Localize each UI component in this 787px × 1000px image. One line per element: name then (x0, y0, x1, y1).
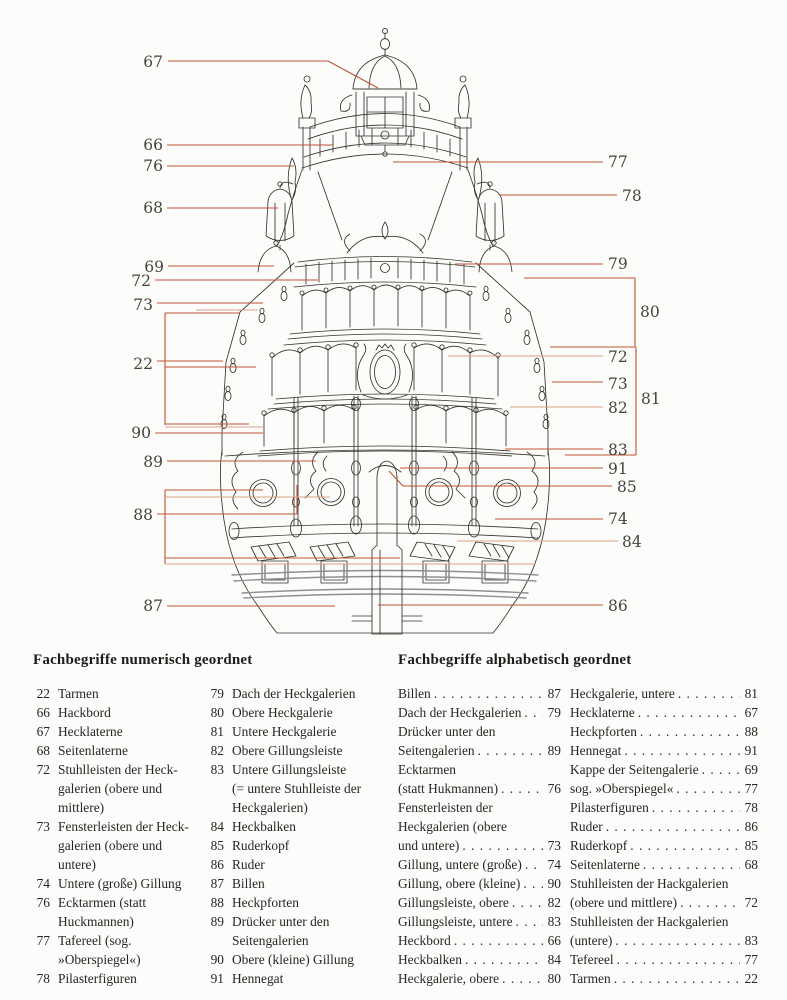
numeric-term-entry (207, 855, 389, 874)
pilaster-statues (288, 76, 482, 198)
index-term: Drücker unter den (398, 724, 496, 739)
alphabetic-index-row (570, 722, 758, 741)
index-term: und untere) (398, 838, 460, 853)
index-term: Ecktarmen (398, 762, 456, 777)
term-number: 77 (36, 933, 50, 948)
index-term: Stuhlleisten der Hackgalerien (570, 876, 729, 891)
term-text: Stuhlleisten der Heck- galerien (obere und mittlere) (58, 762, 178, 815)
dot-leader (624, 741, 740, 760)
diagram-label-82: 82 (608, 399, 628, 417)
index-term: (untere) (570, 933, 613, 948)
alphabetic-index-row (570, 855, 758, 874)
diagram-label-91: 91 (608, 460, 628, 478)
term-text: Seitenlaterne (58, 743, 128, 758)
term-text: Hackbord (58, 705, 111, 720)
alphabetic-index-row (398, 703, 561, 722)
diagram-label-88: 88 (133, 506, 153, 524)
index-term: Tefereel (570, 952, 614, 967)
lower-window-row (262, 405, 508, 446)
numeric-term-entry (207, 969, 389, 988)
alphabetic-section-heading: Fachbegriffe alphabetisch geordnet (398, 652, 632, 668)
index-term: Gillungsleiste, obere (398, 895, 509, 910)
alphabetic-index-row (398, 817, 561, 836)
term-number: 67 (36, 724, 50, 739)
index-number: 67 (744, 705, 758, 720)
term-text: Fensterleisten der Heck- galerien (obere und untere) (58, 819, 189, 872)
term-number: 78 (36, 971, 50, 986)
dot-leader (676, 779, 740, 798)
term-number: 72 (36, 762, 50, 777)
term-number: 80 (210, 705, 224, 720)
dot-leader (615, 931, 740, 950)
diagram-label-68: 68 (143, 199, 163, 217)
diagram-label-72: 72 (131, 272, 151, 290)
index-number: 68 (744, 857, 758, 872)
alphabetic-index-row (398, 722, 561, 741)
index-number: 90 (547, 876, 561, 891)
term-number: 89 (210, 914, 224, 929)
index-number: 78 (744, 800, 758, 815)
upper-heckgalerie-windows (288, 285, 482, 339)
numeric-term-entry (207, 893, 389, 912)
numeric-term-entry (207, 760, 389, 817)
numeric-term-entry (33, 874, 201, 893)
diagram-label-77: 77 (608, 153, 628, 171)
index-term: sog. »Oberspiegel« (570, 781, 674, 796)
index-term: Fensterleisten der (398, 800, 493, 815)
index-number: 83 (744, 933, 758, 948)
alphabetic-list-column-1 (398, 684, 561, 988)
diagram-label-22: 22 (133, 355, 153, 373)
index-term: Kappe der Seitengalerie (570, 762, 699, 777)
index-number: 72 (744, 895, 758, 910)
index-number: 87 (547, 686, 561, 701)
numeric-term-entry (33, 684, 201, 703)
diagram-label-72: 72 (608, 348, 628, 366)
alphabetic-index-row (570, 779, 758, 798)
dot-leader (606, 817, 740, 836)
term-number: 22 (36, 686, 50, 701)
dot-leader (652, 798, 740, 817)
alphabetic-index-row (398, 760, 561, 779)
alphabetic-index-row (570, 950, 758, 969)
hull-wales (232, 571, 538, 599)
term-text: Dach der Heckgalerien (232, 686, 356, 701)
index-term: Hecklaterne (570, 705, 635, 720)
numeric-term-entry (33, 760, 201, 817)
alphabetic-index-row (398, 874, 561, 893)
alphabetic-index-row (570, 836, 758, 855)
index-term: Ruderkopf (570, 838, 628, 853)
index-number: 88 (744, 724, 758, 739)
alphabetic-index-row (570, 684, 758, 703)
index-number: 77 (744, 952, 758, 967)
dot-leader (516, 912, 543, 931)
index-term: Heckgalerien (obere (398, 819, 507, 834)
index-number: 84 (547, 952, 561, 967)
leader-line (389, 471, 403, 486)
dot-leader (678, 684, 740, 703)
index-number: 77 (744, 781, 758, 796)
dot-leader (512, 893, 543, 912)
dot-leader (617, 950, 740, 969)
alphabetic-index-row (398, 779, 561, 798)
index-term: Heckgalerie, obere (398, 971, 500, 986)
term-number: 79 (210, 686, 224, 701)
diagram-label-73: 73 (133, 296, 153, 314)
numeric-term-entry (33, 893, 201, 931)
stern-lantern (340, 28, 429, 156)
alphabetic-index-row (398, 969, 561, 988)
numeric-term-entry (33, 931, 201, 969)
index-number: 91 (744, 743, 758, 758)
diagram-label-66: 66 (143, 136, 163, 154)
index-number: 73 (547, 838, 561, 853)
numeric-term-entry (207, 703, 389, 722)
dot-leader (630, 836, 740, 855)
dot-leader (640, 722, 740, 741)
term-number: 86 (210, 857, 224, 872)
index-term: Ruder (570, 819, 603, 834)
alphabetic-index-row (398, 836, 561, 855)
numeric-term-entry (207, 950, 389, 969)
dot-leader (525, 855, 543, 874)
term-number: 82 (210, 743, 224, 758)
term-number: 68 (36, 743, 50, 758)
dot-leader (478, 741, 543, 760)
index-number: 80 (547, 971, 561, 986)
diagram-label-73: 73 (608, 375, 628, 393)
term-number: 74 (36, 876, 50, 891)
index-term: Heckgalerie, untere (570, 686, 675, 701)
numeric-list-column-2 (207, 684, 389, 988)
dot-leader (524, 703, 543, 722)
index-number: 79 (547, 705, 561, 720)
alphabetic-index-row (570, 817, 758, 836)
alphabetic-index-row (570, 893, 758, 912)
dot-leader (643, 855, 740, 874)
numeric-term-entry (207, 874, 389, 893)
heckpforten-ports (250, 479, 521, 507)
term-text: Hennegat (232, 971, 284, 986)
index-term: Gillung, untere (große) (398, 857, 522, 872)
index-term: Seitenlaterne (570, 857, 640, 872)
numeric-term-entry (207, 722, 389, 741)
term-text: Obere Gillungsleiste (232, 743, 343, 758)
alphabetic-index-row (570, 931, 758, 950)
term-text: Hecklaterne (58, 724, 123, 739)
index-number: 74 (547, 857, 561, 872)
term-number: 87 (210, 876, 224, 891)
diagram-label-84: 84 (622, 533, 642, 551)
index-number: 81 (744, 686, 758, 701)
term-number: 76 (36, 895, 50, 910)
index-term: Gillung, obere (kleine) (398, 876, 521, 891)
term-number: 85 (210, 838, 224, 853)
index-term: (obere und mittlere) (570, 895, 678, 910)
index-term: (statt Hukmannen) (398, 781, 499, 796)
alphabetic-index-row (398, 855, 561, 874)
term-text: Ruder (232, 857, 265, 872)
term-text: Untere (große) Gillung (58, 876, 182, 891)
index-term: Pilasterfiguren (570, 800, 649, 815)
term-text: Drücker unter den Seitengalerien (232, 914, 330, 948)
untere-gillungsleiste (258, 446, 512, 456)
dot-leader (434, 684, 543, 703)
heckbalken-beam (229, 516, 541, 540)
numeric-term-entry (33, 703, 201, 722)
numeric-term-entry (207, 817, 389, 836)
index-term: Seitengalerien (398, 743, 475, 758)
index-number: 89 (547, 743, 561, 758)
term-number: 83 (210, 762, 224, 777)
index-number: 82 (547, 895, 561, 910)
alphabetic-index-row (570, 760, 758, 779)
index-term: Tarmen (570, 971, 611, 986)
gallery-roof-rail (294, 257, 476, 288)
index-number: 22 (744, 971, 758, 986)
term-number: 73 (36, 819, 50, 834)
dot-leader (680, 893, 740, 912)
term-text: Obere (kleine) Gillung (232, 952, 354, 967)
term-number: 91 (210, 971, 224, 986)
alphabetic-index-row (398, 931, 561, 950)
alphabetic-index-row (398, 798, 561, 817)
numeric-term-entry (207, 741, 389, 760)
alphabetic-index-row (570, 741, 758, 760)
rudder (352, 546, 422, 634)
dot-leader (454, 931, 543, 950)
index-number: 83 (547, 914, 561, 929)
term-text: Heckbalken (232, 819, 296, 834)
index-term: Heckbord (398, 933, 451, 948)
alphabetic-index-row (570, 798, 758, 817)
alphabetic-index-row (570, 912, 758, 931)
index-term: Stuhlleisten der Hackgalerien (570, 914, 729, 929)
numeric-term-entry (33, 969, 201, 988)
index-term: Dach der Heckgalerien (398, 705, 522, 720)
term-text: Untere Gillungsleiste (= untere Stuhlleiste der Heckgalerien) (232, 762, 362, 815)
term-number: 88 (210, 895, 224, 910)
dot-leader (638, 703, 740, 722)
alphabetic-index-row (570, 874, 758, 893)
diagram-label-69: 69 (144, 258, 164, 276)
term-text: Untere Heckgalerie (232, 724, 337, 739)
diagram-label-85: 85 (617, 478, 637, 496)
diagram-label-89: 89 (143, 453, 163, 471)
term-number: 84 (210, 819, 224, 834)
alphabetic-index-row (398, 912, 561, 931)
dot-leader (502, 969, 543, 988)
tarmen-side-edges (221, 263, 549, 455)
alphabetic-index-row (398, 893, 561, 912)
term-text: Billen (232, 876, 265, 891)
dot-leader (614, 969, 740, 988)
diagram-label-74: 74 (608, 510, 628, 528)
numeric-term-entry (33, 722, 201, 741)
alphabetic-index-row (398, 741, 561, 760)
obere-gillungsleiste (268, 404, 502, 409)
index-number: 76 (547, 781, 561, 796)
dot-leader (702, 760, 740, 779)
dot-leader (501, 779, 543, 798)
numeric-section-heading: Fachbegriffe numerisch geordnet (33, 652, 253, 668)
numeric-list-column-1 (33, 684, 201, 988)
index-term: Hennegat (570, 743, 622, 758)
term-text: Tarmen (58, 686, 99, 701)
dot-leader (465, 950, 543, 969)
numeric-term-entry (33, 817, 201, 874)
diagram-label-86: 86 (608, 597, 628, 615)
term-text: Pilasterfiguren (58, 971, 137, 986)
alphabetic-index-row (398, 950, 561, 969)
diagram-label-78: 78 (622, 187, 642, 205)
numeric-term-entry (207, 684, 389, 703)
term-text: Obere Heckgalerie (232, 705, 333, 720)
diagram-label-81: 81 (641, 390, 661, 408)
term-number: 66 (36, 705, 50, 720)
side-gallery-cap-right (479, 241, 512, 272)
coat-of-arms (357, 344, 412, 399)
diagram-label-76: 76 (143, 157, 163, 175)
index-number: 66 (547, 933, 561, 948)
numeric-term-entry (207, 836, 389, 855)
diagram-label-67: 67 (143, 53, 163, 71)
diagram-label-83: 83 (608, 441, 628, 459)
alphabetic-index-row (570, 703, 758, 722)
dot-leader (523, 874, 543, 893)
alphabetic-list-column-2 (570, 684, 758, 988)
term-text: Heckpforten (232, 895, 299, 910)
term-text: Ecktarmen (statt Huckmannen) (58, 895, 147, 929)
crest-ornament (345, 222, 426, 253)
term-text: Ruderkopf (232, 838, 290, 853)
index-number: 69 (744, 762, 758, 777)
numeric-term-entry (207, 912, 389, 950)
index-number: 85 (744, 838, 758, 853)
term-text: Tafereel (sog. »Oberspiegel«) (58, 933, 141, 967)
index-number: 86 (744, 819, 758, 834)
tafereel-panel (277, 170, 493, 246)
term-number: 90 (210, 952, 224, 967)
index-term: Heckbalken (398, 952, 462, 967)
numeric-term-entry (33, 741, 201, 760)
diagram-label-80: 80 (640, 303, 660, 321)
index-term: Heckpforten (570, 724, 637, 739)
dot-leader (462, 836, 543, 855)
side-gallery-cap-left (258, 241, 291, 272)
alphabetic-index-row (398, 684, 561, 703)
diagram-label-90: 90 (131, 424, 151, 442)
term-number: 81 (210, 724, 224, 739)
diagram-label-79: 79 (608, 255, 628, 273)
alphabetic-index-row (570, 969, 758, 988)
index-term: Billen (398, 686, 431, 701)
diagram-label-87: 87 (143, 597, 163, 615)
index-term: Gillungsleiste, untere (398, 914, 513, 929)
